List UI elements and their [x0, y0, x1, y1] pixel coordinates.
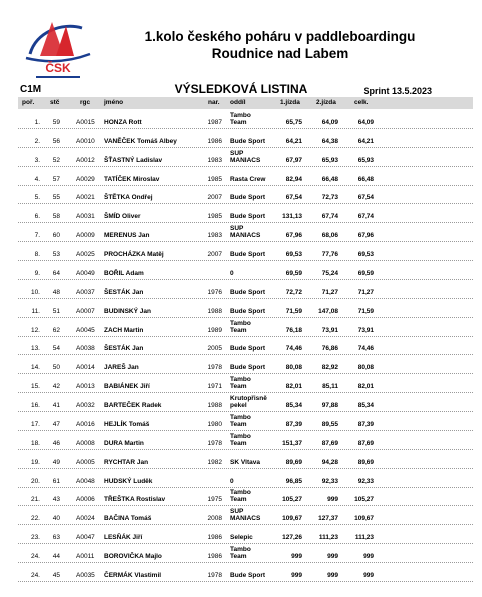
cell-stc: 59: [52, 118, 60, 126]
cell-rgc: A0031: [76, 213, 95, 221]
table-row: [18, 148, 473, 167]
cell-oddil-line2: Bude Sport: [230, 364, 266, 372]
table-row: [18, 280, 473, 299]
cell-celk: 69,53: [357, 251, 374, 259]
cell-stc: 51: [52, 307, 60, 315]
cell-stc: 54: [52, 345, 60, 353]
cell-celk: 67,96: [357, 232, 374, 240]
cell-por: 20.: [30, 477, 40, 485]
cell-j1: 127,26: [282, 534, 302, 542]
cell-por: 3.: [34, 156, 40, 164]
cell-nar: 1988: [207, 307, 222, 315]
cell-rgc: A0006: [76, 496, 95, 504]
cell-stc: 50: [52, 364, 60, 372]
cell-stc: 40: [52, 515, 60, 523]
cell-oddil-line1: Tambo: [230, 546, 251, 554]
cell-oddil-line2: Selepic: [230, 534, 253, 542]
cell-stc: 58: [52, 213, 60, 221]
cell-celk: 66,48: [357, 175, 374, 183]
cell-oddil-line2: Bude Sport: [230, 251, 266, 259]
cell-j2: 71,27: [321, 288, 338, 296]
cell-por: 7.: [34, 232, 40, 240]
cell-j1: 72,72: [285, 288, 302, 296]
cell-por: 22.: [30, 515, 40, 523]
cell-oddil-line2: MANIACS: [230, 515, 261, 523]
col-jizda2: 2.jízda: [316, 99, 336, 106]
cell-por: 8.: [34, 251, 40, 259]
table-row: [18, 337, 473, 356]
cell-oddil-line1: SUP: [230, 225, 244, 233]
cell-nar: 1986: [207, 137, 222, 145]
cell-jmeno: ŠŤASTNÝ Ladislav: [104, 156, 163, 164]
cell-nar: 1983: [207, 156, 222, 164]
cell-oddil-line2: Bude Sport: [230, 288, 266, 296]
table-row: [18, 450, 473, 469]
cell-oddil-line1: Tambo: [230, 319, 251, 327]
cell-stc: 55: [52, 194, 60, 202]
table-row: [18, 355, 473, 374]
table-row: [18, 544, 473, 563]
cell-nar: 1989: [207, 326, 222, 334]
table-row: [18, 299, 473, 318]
cell-stc: 43: [52, 496, 60, 504]
cell-por: 2.: [34, 137, 40, 145]
cell-por: 4.: [34, 175, 40, 183]
cell-oddil-line2: Bude Sport: [230, 213, 266, 221]
cell-celk: 82,01: [357, 383, 374, 391]
cell-por: 15.: [30, 383, 40, 391]
cell-jmeno: BOŘIL Adam: [104, 269, 144, 277]
cell-j2: 67,74: [321, 213, 338, 221]
cell-nar: 1980: [207, 420, 222, 428]
cell-nar: 2007: [207, 194, 222, 202]
table-row: [18, 204, 473, 223]
table-row: [18, 431, 473, 450]
cell-nar: 1988: [207, 402, 222, 410]
cell-j1: 89,69: [285, 458, 302, 466]
cell-nar: 1975: [207, 496, 222, 504]
cell-por: 24.: [30, 553, 40, 561]
cell-j2: 999: [327, 571, 338, 579]
cell-nar: 1976: [207, 288, 222, 296]
cell-por: 16.: [30, 402, 40, 410]
cell-j2: 92,33: [321, 477, 338, 485]
cell-nar: 1978: [207, 439, 222, 447]
cell-j2: 75,24: [321, 269, 338, 277]
cell-oddil-line2: Rasta Crew: [230, 175, 266, 183]
cell-oddil-line2: MANIACS: [230, 232, 261, 240]
cell-oddil-line2: Team: [230, 420, 247, 428]
cell-stc: 53: [52, 251, 60, 259]
cell-jmeno: BUDINSKÝ Jan: [104, 307, 151, 315]
cell-j2: 94,28: [321, 458, 338, 466]
cell-j1: 999: [291, 553, 302, 561]
cell-celk: 65,93: [357, 156, 374, 164]
svg-text:ČSK: ČSK: [45, 61, 71, 75]
cell-celk: 105,27: [354, 496, 374, 504]
cell-oddil-line2: Team: [230, 118, 247, 126]
cell-j2: 97,88: [321, 402, 338, 410]
cell-nar: 1978: [207, 571, 222, 579]
cell-rgc: A0016: [76, 420, 95, 428]
cell-por: 21.: [30, 496, 40, 504]
cell-rgc: A0035: [76, 571, 95, 579]
cell-j1: 64,21: [285, 137, 302, 145]
cell-jmeno: ŠTĚTKA Ondřej: [104, 194, 153, 202]
cell-jmeno: ŠESTÁK Jan: [104, 345, 144, 353]
cell-stc: 42: [52, 383, 60, 391]
cell-celk: 85,34: [357, 402, 374, 410]
cell-j1: 74,46: [285, 345, 302, 353]
cell-j1: 67,97: [285, 156, 302, 164]
cell-celk: 109,67: [354, 515, 374, 523]
cell-stc: 62: [52, 326, 60, 334]
table-row: [18, 393, 473, 412]
cell-nar: 1987: [207, 118, 222, 126]
cell-celk: 74,46: [357, 345, 374, 353]
cell-jmeno: JAREŠ Jan: [104, 364, 139, 372]
cell-oddil-line2: Team: [230, 553, 247, 561]
cell-por: 1.: [34, 118, 40, 126]
cell-j2: 111,23: [318, 534, 338, 542]
col-celk: celk.: [354, 99, 369, 106]
cell-rgc: A0015: [76, 118, 95, 126]
cell-stc: 45: [52, 571, 60, 579]
cell-rgc: A0025: [76, 251, 95, 259]
cell-j1: 65,75: [285, 118, 302, 126]
cell-jmeno: HEJLÍK Tomáš: [104, 420, 150, 428]
cell-por: 19.: [30, 458, 40, 466]
cell-nar: 2007: [207, 251, 222, 259]
cell-stc: 48: [52, 288, 60, 296]
cell-por: 11.: [31, 307, 40, 315]
cell-celk: 80,08: [357, 364, 374, 372]
table-header: [18, 97, 473, 109]
cell-oddil-line2: Team: [230, 496, 247, 504]
table-row: [18, 412, 473, 431]
title-line-2: Roudnice nad Labem: [211, 46, 349, 61]
cell-rgc: A0012: [76, 156, 95, 164]
cell-jmeno: PROCHÁZKA Matěj: [104, 251, 164, 259]
cell-stc: 64: [52, 269, 60, 277]
cell-rgc: A0013: [76, 383, 95, 391]
cell-jmeno: ŠMÍD Oliver: [104, 213, 141, 221]
table-row: [18, 469, 473, 488]
cell-stc: 57: [52, 175, 60, 183]
cell-oddil-line1: Tambo: [230, 413, 251, 421]
cell-j2: 82,92: [321, 364, 338, 372]
cell-rgc: A0037: [76, 288, 95, 296]
cell-jmeno: MERENUS Jan: [104, 232, 150, 240]
cell-oddil-line2: Team: [230, 326, 247, 334]
cell-jmeno: BAČINA Tomáš: [104, 515, 152, 523]
table-row: [18, 129, 473, 148]
cell-oddil-line1: Tambo: [230, 432, 251, 440]
cell-rgc: A0032: [76, 402, 95, 410]
table-row: [18, 167, 473, 186]
table-row: [18, 242, 473, 261]
cell-nar: 1985: [207, 175, 222, 183]
table-row: [18, 223, 473, 242]
cell-rgc: A0049: [76, 269, 95, 277]
cell-celk: 89,69: [357, 458, 374, 466]
results-list-title: VÝSLEDKOVÁ LISTINA: [174, 82, 308, 96]
cell-oddil-line2: pekel: [230, 402, 247, 410]
cell-j2: 999: [327, 496, 338, 504]
col-rgc: rgc: [80, 99, 91, 106]
cell-stc: 63: [52, 534, 60, 542]
cell-j2: 89,55: [321, 420, 338, 428]
cell-rgc: A0045: [76, 326, 95, 334]
cell-j2: 72,73: [321, 194, 338, 202]
cell-por: 10.: [30, 288, 40, 296]
cell-stc: 46: [52, 439, 60, 447]
col-stc: stč: [50, 99, 60, 106]
cell-oddil-line2: SK Vltava: [230, 458, 260, 466]
cell-stc: 49: [52, 458, 60, 466]
cell-jmeno: ZACH Martin: [104, 326, 144, 334]
cell-oddil-line2: Team: [230, 383, 247, 391]
cell-oddil-line2: MANIACS: [230, 156, 261, 164]
cell-jmeno: HUDSKÝ Luděk: [104, 477, 153, 485]
cell-celk: 999: [363, 553, 374, 561]
cell-j1: 109,67: [282, 515, 302, 523]
cell-j1: 999: [291, 571, 302, 579]
cell-jmeno: HONZA Rott: [104, 118, 142, 126]
cell-j1: 96,85: [285, 477, 302, 485]
table-row: [18, 186, 473, 205]
cell-j2: 64,09: [321, 118, 338, 126]
cell-stc: 61: [52, 477, 60, 485]
document-title: [110, 28, 450, 62]
cell-oddil-line2: Bude Sport: [230, 571, 266, 579]
cell-oddil-line2: Bude Sport: [230, 345, 266, 353]
cell-celk: 87,69: [357, 439, 374, 447]
cell-j2: 68,06: [321, 232, 338, 240]
cell-jmeno: ŠESTÁK Jan: [104, 288, 144, 296]
cell-stc: 60: [52, 232, 60, 240]
table-row: [18, 563, 473, 582]
cell-nar: 1983: [207, 232, 222, 240]
table-row: [18, 525, 473, 544]
csk-logo: [22, 14, 94, 82]
cell-oddil-line2: Bude Sport: [230, 307, 266, 315]
cell-rgc: A0029: [76, 175, 95, 183]
cell-j2: 147,08: [318, 307, 338, 315]
table-row: [18, 488, 473, 507]
cell-j2: 87,69: [321, 439, 338, 447]
cell-nar: 1971: [207, 383, 222, 391]
cell-por: 6.: [34, 213, 40, 221]
table-row: [18, 506, 473, 525]
cell-por: 18.: [30, 439, 40, 447]
cell-jmeno: BABIÁNEK Jiří: [104, 383, 150, 391]
cell-j2: 85,11: [322, 383, 338, 391]
table-row: [18, 374, 473, 393]
cell-jmeno: TŘEŠTKA Rostislav: [104, 496, 166, 504]
cell-celk: 67,54: [357, 194, 374, 202]
cell-oddil-line2: 0: [230, 477, 234, 485]
cell-rgc: A0048: [76, 477, 95, 485]
cell-celk: 73,91: [357, 326, 374, 334]
table-row: [18, 318, 473, 337]
cell-celk: 64,21: [357, 137, 374, 145]
cell-j2: 76,86: [321, 345, 338, 353]
cell-jmeno: VANĚČEK Tomáš Albey: [104, 137, 177, 145]
cell-jmeno: ČERMÁK Vlastimil: [104, 571, 162, 579]
cell-oddil-line1: SUP: [230, 149, 244, 157]
cell-oddil-line2: Team: [230, 439, 247, 447]
cell-j1: 105,27: [282, 496, 302, 504]
cell-rgc: A0008: [76, 439, 95, 447]
cell-rgc: A0047: [76, 534, 95, 542]
cell-jmeno: BARTEČEK Radek: [104, 402, 162, 410]
cell-nar: 1985: [207, 213, 222, 221]
row-separator: [18, 581, 473, 582]
table-row: [18, 110, 473, 129]
cell-por: 5.: [34, 194, 40, 202]
cell-jmeno: LESŇÁK Jiří: [104, 534, 143, 542]
cell-celk: 87,39: [357, 420, 374, 428]
cell-nar: 2005: [207, 345, 222, 353]
title-line-1: 1.kolo českého poháru v paddleboardingu: [144, 29, 416, 44]
cell-oddil-line2: 0: [230, 269, 234, 277]
cell-j1: 69,53: [285, 251, 302, 259]
cell-j1: 82,94: [285, 175, 302, 183]
cell-rgc: A0005: [76, 458, 95, 466]
cell-celk: 67,74: [357, 213, 374, 221]
cell-j1: 80,08: [285, 364, 302, 372]
cell-stc: 47: [52, 420, 60, 428]
cell-jmeno: DURA Martin: [104, 439, 144, 447]
cell-rgc: A0009: [76, 232, 95, 240]
cell-jmeno: RYCHTAR Jan: [104, 458, 149, 466]
cell-nar: 1982: [207, 458, 222, 466]
cell-rgc: A0024: [76, 515, 95, 523]
category-label: C1M: [20, 84, 42, 95]
cell-j2: 66,48: [321, 175, 338, 183]
cell-celk: 111,23: [354, 534, 374, 542]
col-oddil: oddíl: [230, 99, 246, 106]
cell-stc: 52: [52, 156, 60, 164]
cell-j1: 67,96: [285, 232, 302, 240]
cell-j1: 67,54: [285, 194, 302, 202]
cell-nar: 1978: [207, 364, 222, 372]
cell-jmeno: BOROVIČKA Majlo: [104, 553, 162, 561]
event-label: Sprint 13.5.2023: [363, 86, 432, 96]
cell-celk: 71,27: [357, 288, 374, 296]
col-nar: nar.: [208, 99, 220, 106]
col-jizda1: 1.jízda: [280, 99, 300, 106]
cell-celk: 999: [363, 571, 374, 579]
cell-rgc: A0014: [76, 364, 95, 372]
cell-j2: 127,37: [318, 515, 338, 523]
cell-j1: 131,13: [282, 213, 302, 221]
cell-j1: 87,39: [285, 420, 302, 428]
cell-j2: 73,91: [321, 326, 338, 334]
cell-por: 13.: [30, 345, 40, 353]
cell-oddil-line2: Bude Sport: [230, 194, 266, 202]
cell-j1: 76,18: [285, 326, 302, 334]
cell-por: 24.: [30, 571, 40, 579]
cell-oddil-line2: Bude Sport: [230, 137, 266, 145]
cell-oddil-line1: SUP: [230, 508, 244, 516]
cell-j1: 151,37: [282, 439, 302, 447]
cell-j1: 69,59: [285, 269, 302, 277]
cell-por: 9.: [34, 269, 40, 277]
cell-por: 14.: [30, 364, 40, 372]
cell-oddil-line1: Tambo: [230, 489, 251, 497]
cell-rgc: A0011: [76, 553, 95, 561]
cell-por: 23.: [30, 534, 40, 542]
cell-j2: 65,93: [321, 156, 338, 164]
cell-j2: 999: [327, 553, 338, 561]
cell-rgc: A0010: [76, 137, 95, 145]
cell-j1: 71,59: [285, 307, 302, 315]
col-por: poř.: [22, 99, 35, 106]
cell-stc: 41: [52, 402, 60, 410]
cell-stc: 56: [52, 137, 60, 145]
cell-nar: 1986: [207, 553, 222, 561]
cell-oddil-line1: Tambo: [230, 111, 251, 119]
cell-j1: 82,01: [285, 383, 302, 391]
table-row: [18, 261, 473, 280]
cell-oddil-line1: Krutopřisně: [230, 395, 267, 403]
cell-celk: 92,33: [357, 477, 374, 485]
cell-j1: 85,34: [285, 402, 302, 410]
cell-jmeno: TATÍČEK Miroslav: [104, 175, 160, 183]
cell-celk: 69,59: [357, 269, 374, 277]
cell-stc: 44: [52, 553, 60, 561]
cell-por: 12.: [30, 326, 40, 334]
cell-rgc: A0038: [76, 345, 95, 353]
cell-oddil-line1: Tambo: [230, 376, 251, 384]
cell-nar: 1986: [207, 534, 222, 542]
cell-rgc: A0021: [76, 194, 95, 202]
cell-j2: 64,38: [321, 137, 338, 145]
col-jmeno: jméno: [104, 99, 124, 106]
cell-nar: 2008: [207, 515, 222, 523]
cell-j2: 77,76: [321, 251, 338, 259]
cell-celk: 64,09: [357, 118, 374, 126]
cell-rgc: A0007: [76, 307, 95, 315]
cell-celk: 71,59: [357, 307, 374, 315]
cell-por: 17.: [30, 420, 40, 428]
